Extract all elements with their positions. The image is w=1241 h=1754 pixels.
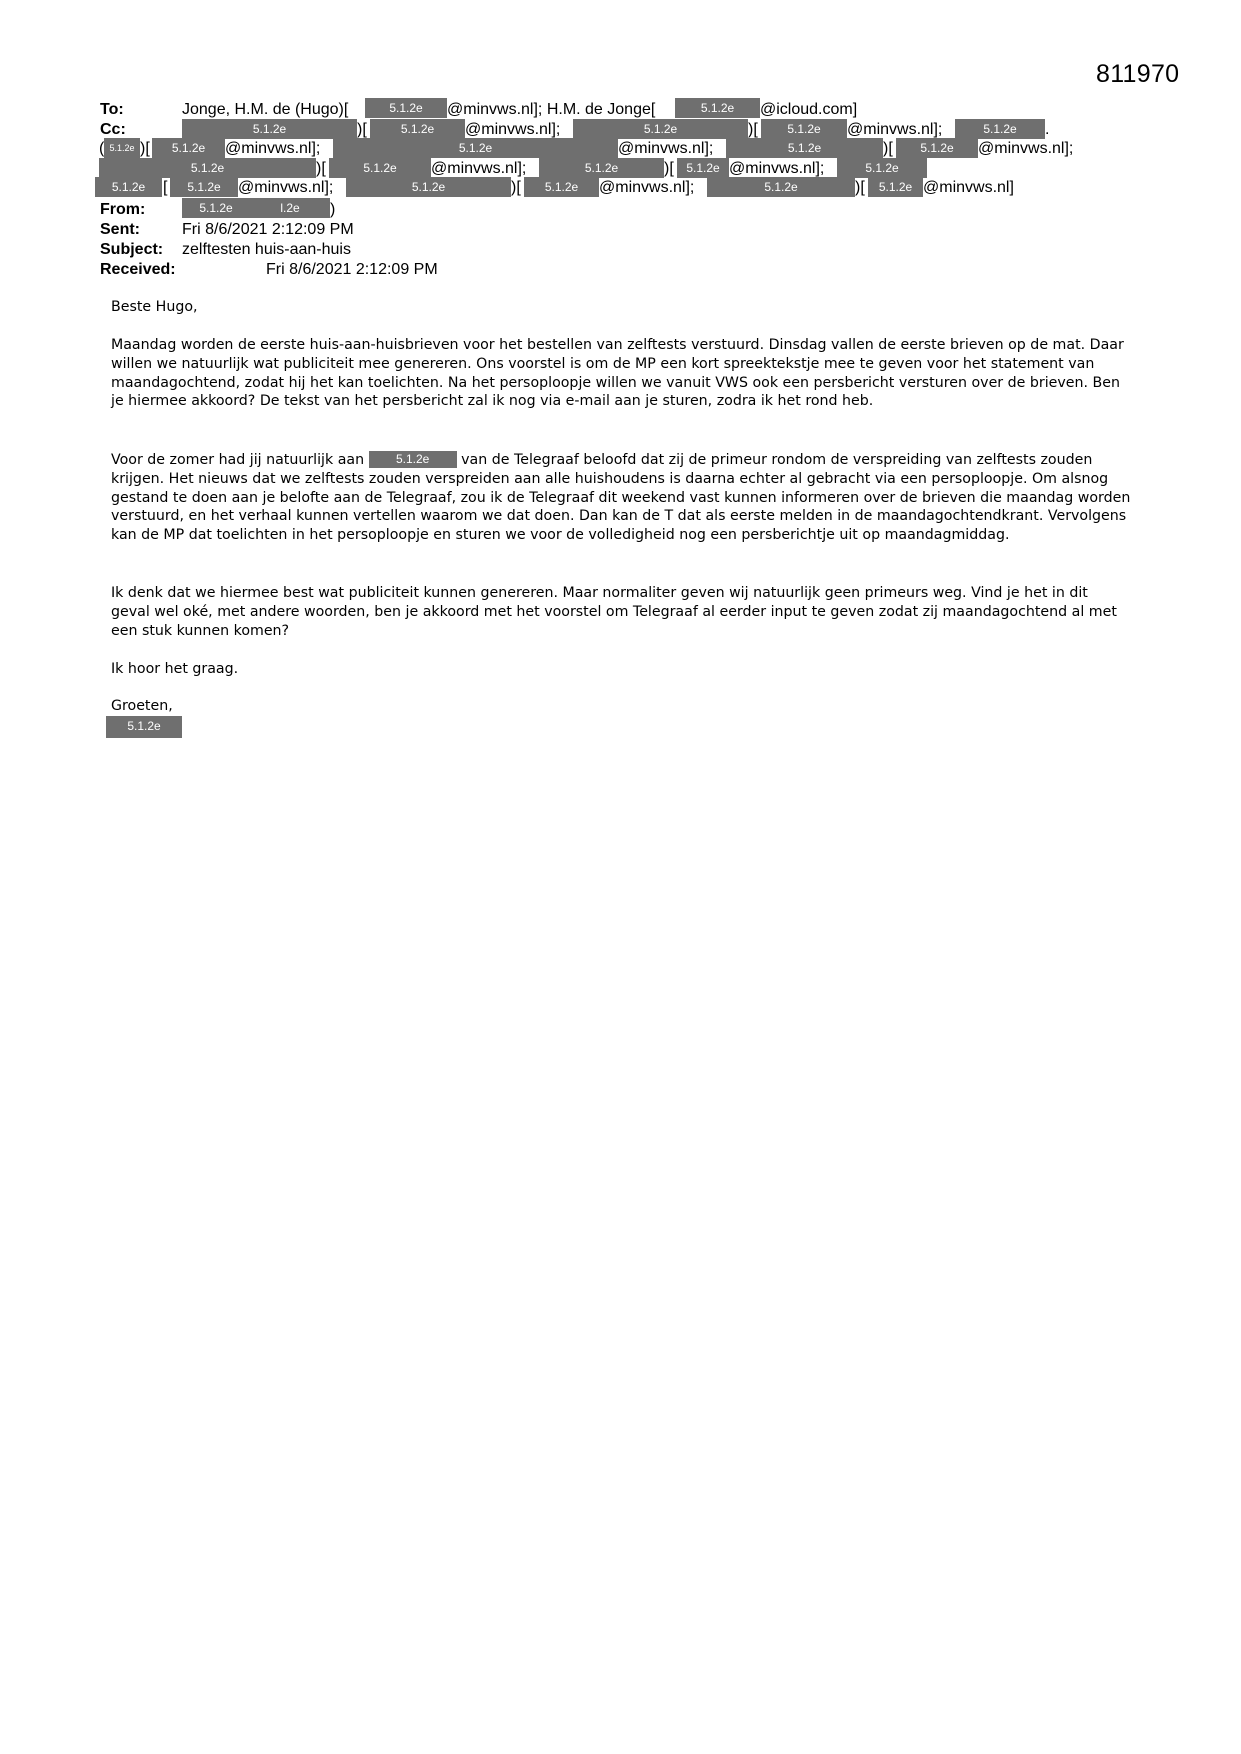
to-recipient-domain: @minvws.nl]; H.M. de Jonge[ [447, 101, 656, 118]
cc-paren: ( [99, 140, 105, 157]
cc-separator: )[ [357, 121, 367, 138]
redaction-box: 5.1.2e [761, 119, 847, 139]
cc-domain: @minvws.nl]; [599, 179, 695, 196]
cc-domain: @minvws.nl]; [618, 140, 714, 157]
to-recipient-1: Jonge, H.M. de (Hugo)[ [182, 101, 349, 118]
redaction-box: 5.1.2e [955, 119, 1045, 139]
redaction-inline: 5.1.2e [369, 451, 457, 468]
sent-value: Fri 8/6/2021 2:12:09 PM [182, 221, 354, 238]
cc-separator: )[ [511, 179, 521, 196]
redaction-box: 5.1.2e [333, 138, 618, 158]
redaction-box: 5.1.2e [573, 119, 748, 139]
redaction-box: 5.1.2e [99, 158, 316, 178]
redaction-box: 5.1.2e [675, 98, 760, 118]
redaction-box: 5.1.2e [346, 177, 511, 197]
document-number: 811970 [1096, 60, 1180, 88]
redaction-box: 5.1.2e [329, 158, 431, 178]
from-label: From: [100, 201, 146, 218]
from-close-paren: ) [330, 201, 336, 218]
cc-domain: @minvws.nl]; [847, 121, 943, 138]
cc-domain: @minvws.nl]; [238, 179, 334, 196]
greeting: Beste Hugo, [111, 299, 198, 315]
cc-domain: @minvws.nl]; [978, 140, 1074, 157]
cc-separator: )[ [140, 140, 150, 157]
email-body [111, 298, 1131, 317]
sent-label: Sent: [100, 221, 140, 238]
to-recipient-domain: @icloud.com] [760, 101, 858, 118]
paragraph-2-start: Voor de zomer had jij natuurlijk aan [111, 452, 365, 468]
redaction-box: 5.1.2e [837, 158, 927, 178]
cc-separator: )[ [316, 160, 326, 177]
from-partial-redaction: l.2e [250, 198, 330, 218]
redaction-box: 5.1.2e [539, 158, 664, 178]
redaction-box: 5.1.2e [524, 177, 599, 197]
paragraph-3: Ik denk dat we hiermee best wat publiciteit kunnen genereren. Maar normaliter geven wij natuurlijk geen primeurs weg. Vind je het in dit geval wel oké, met andere woorden, ben je akkoord met het voorstel om Telegraaf al eerder input te geven zodat zij maandagochtend al met een stuk kunnen komen? [111, 585, 1117, 639]
paragraph-4: Ik hoor het graag. [111, 661, 239, 677]
cc-domain: @minvws.nl]; [225, 140, 321, 157]
paragraph-2-rest: van de Telegraaf beloofd dat zij de primeur rondom de verspreiding van zelftests zouden krijgen. Het nieuws dat we zelftests zouden verspreiden aan alle huishoudens is daarna echter al gebracht via een persoploopje. Om alsnog gestand te doen aan je belofte aan de Telegraaf, zou ik de Telegraaf dit weekend vast kunnen informeren over de brieven die maandag worden verstuurd, en het verhaal kunnen vertellen waarom we dat doen. Dan kan de T dat als eerste melden in de maandagochtendkrant. Vervolgens kan de MP dat toelichten in het persoploopje en sturen we voor de volledigheid nog een persberichtje uit op maandagmiddag. [111, 452, 1131, 544]
cc-domain: @minvws.nl]; [729, 160, 825, 177]
redaction-box: 5.1.2e [726, 138, 883, 158]
paragraph-1: Maandag worden de eerste huis-aan-huisbrieven voor het bestellen van zelftests verstuurd. Dinsdag vallen de eerste brieven op de mat. Daar willen we natuurlijk wat publiciteit mee genereren. Ons voorstel is om de MP een kort spreektekstje mee te geven voor het statement van maandagochtend, zodat hij het kan toelichten. Na het persoploopje willen we vanuit VWS ook een persbericht versturen over de brieven. Ben je hiermee akkoord? De tekst van het persbericht zal ik nog via e-mail aan je sturen, zodra ik het rond heb. [111, 337, 1124, 410]
redaction-box: 5.1.2e [707, 177, 855, 197]
redaction-box: 5.1.2e [182, 198, 250, 218]
subject-label: Subject: [100, 241, 164, 258]
redaction-box: 5.1.2e [170, 177, 238, 197]
received-label: Received: [100, 261, 176, 278]
redaction-box: 5.1.2e [868, 177, 923, 197]
cc-separator: )[ [748, 121, 758, 138]
cc-domain: @minvws.nl]; [431, 160, 527, 177]
cc-dot: . [1045, 121, 1050, 138]
closing: Groeten, [111, 698, 173, 714]
cc-domain: @minvws.nl]; [465, 121, 561, 138]
cc-bracket: [ [163, 179, 168, 196]
cc-domain-last: @minvws.nl] [923, 179, 1014, 196]
redaction-box: 5.1.2e [365, 98, 447, 118]
paragraph-2 [111, 451, 1131, 545]
redaction-box: 5.1.2e [152, 138, 225, 158]
redaction-box: 5.1.2e [182, 119, 357, 139]
redaction-box-small: 5.1.2e [104, 138, 140, 158]
signature-redaction: 5.1.2e [106, 716, 182, 738]
to-label: To: [100, 101, 124, 118]
redaction-box: 5.1.2e [896, 138, 978, 158]
cc-separator: )[ [855, 179, 865, 196]
redaction-box: 5.1.2e [370, 119, 465, 139]
cc-separator: )[ [883, 140, 893, 157]
cc-separator: )[ [664, 160, 674, 177]
redaction-box: 5.1.2e [677, 158, 729, 178]
redaction-box: 5.1.2e [95, 177, 162, 197]
cc-label: Cc: [100, 121, 126, 138]
received-value: Fri 8/6/2021 2:12:09 PM [266, 261, 438, 278]
subject-value: zelftesten huis-aan-huis [182, 241, 351, 258]
